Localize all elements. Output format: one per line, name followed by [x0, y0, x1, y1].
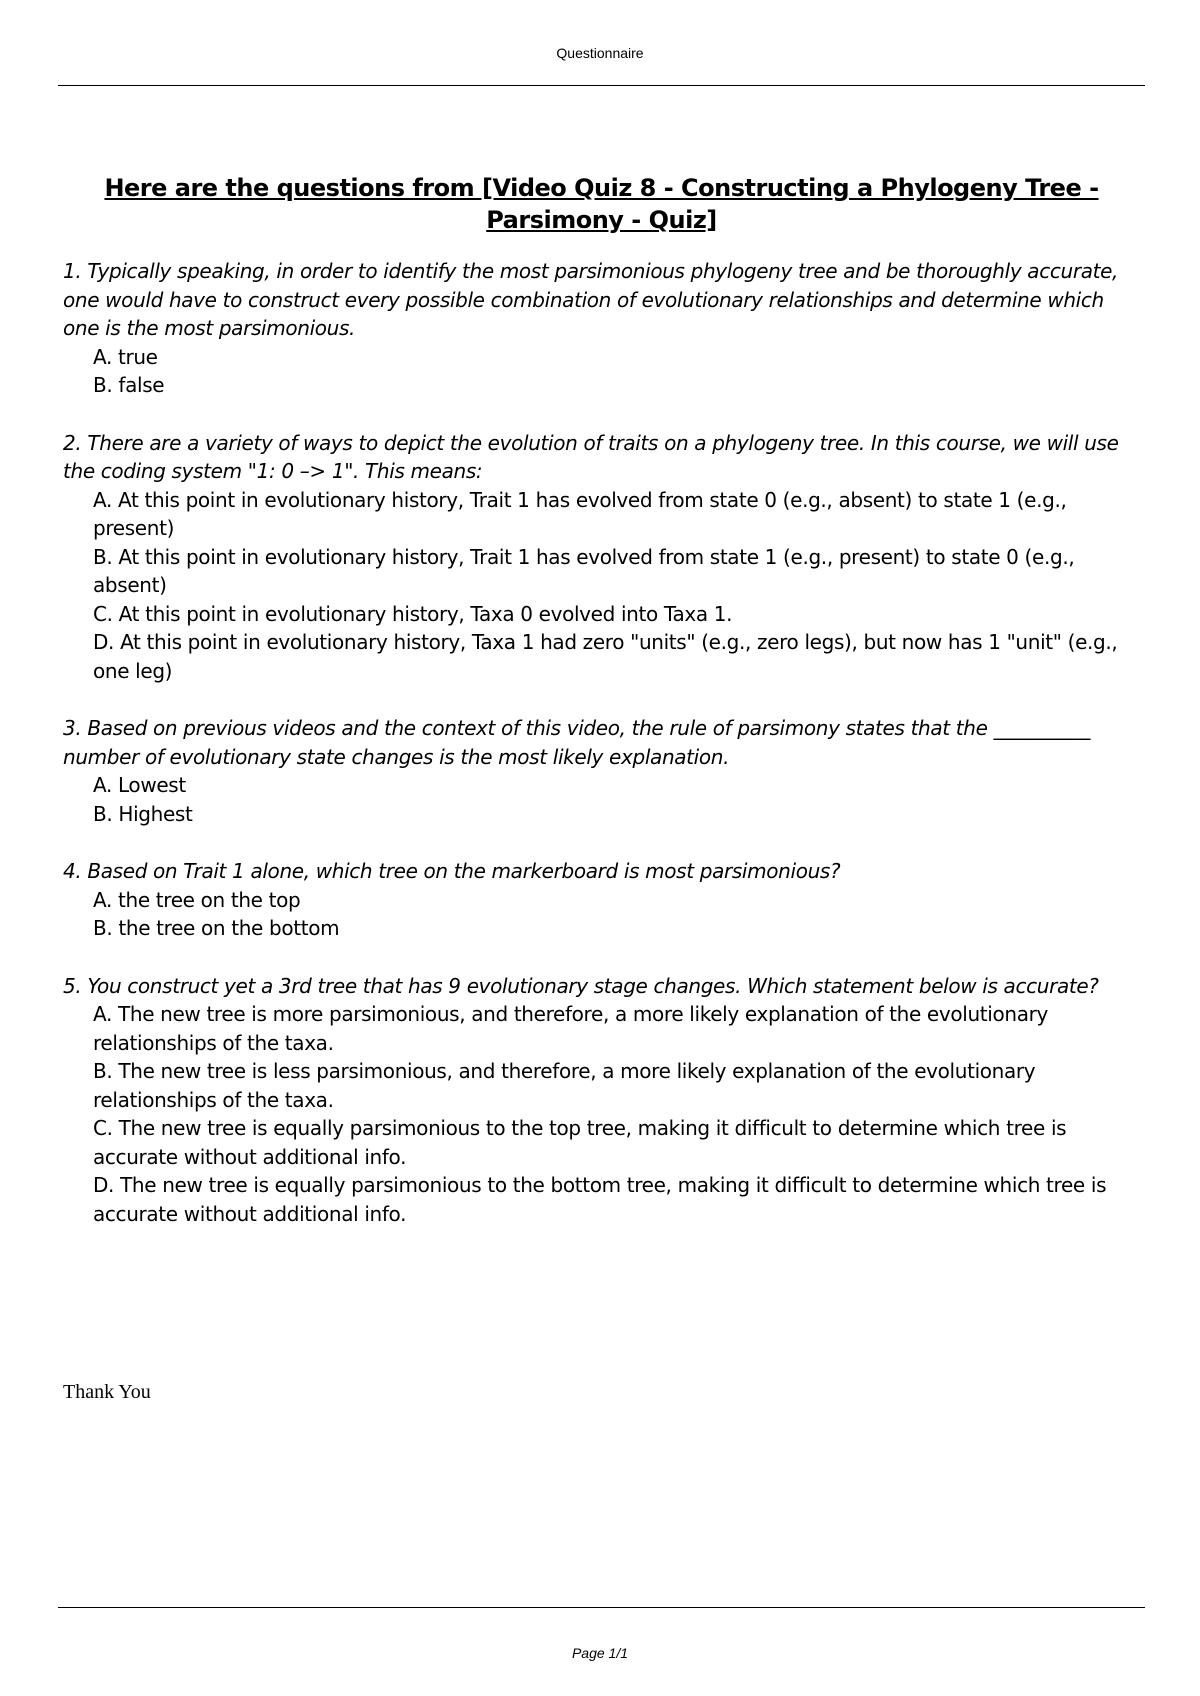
header-divider: [58, 85, 1145, 86]
option-list: [63, 886, 1145, 943]
option-item: D. At this point in evolutionary history, Taxa 1 had zero "units" (e.g., zero legs), but now has 1 "unit" (e.g., one leg): [93, 630, 1118, 683]
option-list: [63, 486, 1145, 686]
option-list: [63, 1000, 1145, 1228]
option-item: B. The new tree is less parsimonious, and therefore, a more likely explanation of the evolutionary relationships of the taxa.: [93, 1059, 1036, 1112]
page-number: Page 1/1: [571, 1645, 629, 1661]
option-item: A. true: [93, 344, 158, 369]
question-text: 5. You construct yet a 3rd tree that has 9 evolutionary stage changes. Which statement below is accurate?: [63, 973, 1099, 998]
option-item: A. Lowest: [93, 773, 186, 797]
question-text: 4. Based on Trait 1 alone, which tree on the markerboard is most parsimonious?: [63, 859, 841, 883]
question-2: [63, 429, 1145, 686]
option-item: A. At this point in evolutionary history, Trait 1 has evolved from state 0 (e.g., absent) to state 1 (e.g., present): [93, 487, 1067, 540]
question-text: 1. Typically speaking, in order to identify the most parsimonious phylogeny tree and be thoroughly accurate, one would have to construct every possible combination of evolutionary relationships and determine which one is the most parsimonious.: [63, 259, 1119, 340]
footer-divider: [58, 1607, 1145, 1608]
option-item: A. the tree on the top: [93, 887, 301, 912]
question-text: 3. Based on previous videos and the context of this video, the rule of parsimony states that the __________ number of evolutionary state changes is the most likely explanation.: [63, 716, 1091, 769]
option-item: D. The new tree is equally parsimonious to the bottom tree, making it difficult to determine which tree is accurate without additional info.: [93, 1173, 1107, 1226]
option-list: [63, 343, 1145, 400]
document-title: Here are the questions from [Video Quiz 8 - Constructing a Phylogeny Tree - Parsimony - Quiz]: [104, 174, 1099, 234]
option-list: [63, 771, 1145, 828]
closing-text: Thank You: [63, 1381, 151, 1403]
question-list: [63, 257, 1145, 1257]
option-item: B. false: [93, 373, 165, 397]
question-text: 2. There are a variety of ways to depict the evolution of traits on a phylogeny tree. In this course, we will use the coding system "1: 0 –> 1". This means:: [63, 430, 1119, 483]
option-item: B. At this point in evolutionary history, Trait 1 has evolved from state 1 (e.g., present) to state 0 (e.g., absent): [93, 544, 1075, 597]
question-3: [63, 714, 1145, 828]
question-1: [63, 257, 1145, 400]
option-item: B. the tree on the bottom: [93, 916, 340, 940]
page-header-title: Questionnaire: [556, 45, 644, 61]
question-5: [63, 972, 1145, 1229]
question-4: [63, 857, 1145, 943]
option-item: C. At this point in evolutionary history, Taxa 0 evolved into Taxa 1.: [93, 601, 733, 626]
option-item: C. The new tree is equally parsimonious to the top tree, making it difficult to determine which tree is accurate without additional info.: [93, 1116, 1067, 1169]
option-item: B. Highest: [93, 801, 193, 826]
option-item: A. The new tree is more parsimonious, and therefore, a more likely explanation of the evolutionary relationships of the taxa.: [93, 1002, 1048, 1055]
